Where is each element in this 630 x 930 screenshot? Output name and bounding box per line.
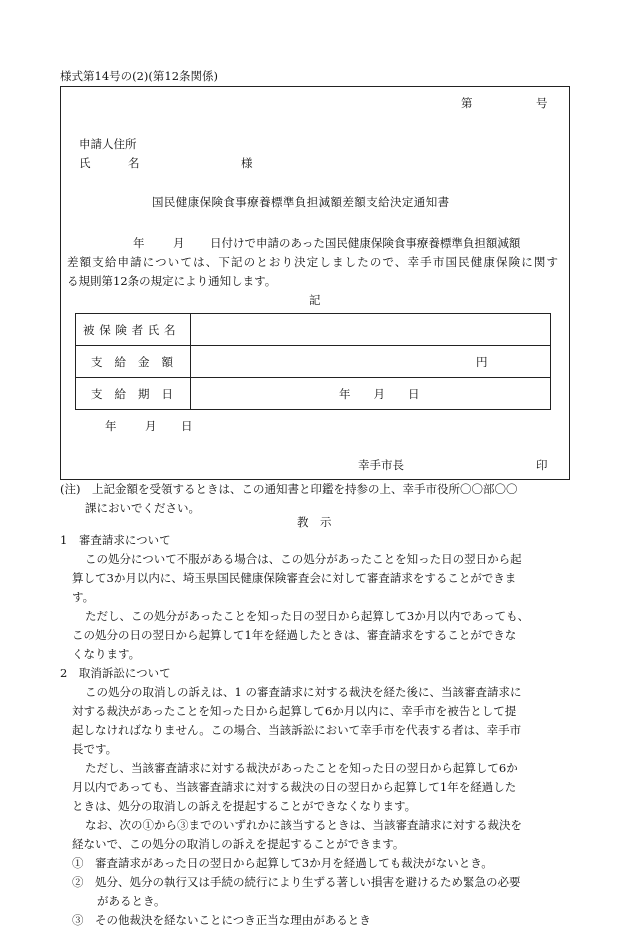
s2-p1-l3: 起しなければなりません。この場合、当該訴訟において幸手市を代表する者は、幸手市	[72, 723, 522, 737]
note-line1: (注) 上記金額を受領するときは、この通知書と印鑑を持参の上、幸手市役所〇〇部〇〇	[60, 482, 518, 496]
notice-title: 国民健康保険食事療養標準負担減額差額支給決定通知書	[152, 195, 450, 209]
date-tsuki: 月	[145, 419, 157, 433]
amount-label: 支給金額	[91, 354, 185, 369]
amount-label-cell	[76, 346, 191, 378]
s1-p1-l1: この処分について不服がある場合は、この処分があったことを知った日の翌日から起	[85, 552, 522, 566]
s2-p1-l2: 対する裁決があったことを知った日から起算して6か月以内に、幸手市を被告として提	[72, 704, 517, 718]
applicant-name-label-2: 名	[128, 156, 140, 170]
s2-p1-l1: この処分の取消しの訴えは、1 の審査請求に対する裁決を経た後に、当該審査請求に	[85, 685, 522, 699]
date-hi: 日	[181, 419, 193, 433]
insured-name-label-cell	[76, 314, 191, 346]
s2-p1-l4: 長です。	[72, 742, 118, 756]
applicant-address-label: 申請人住所	[79, 137, 137, 151]
date-nen: 年	[105, 419, 117, 433]
kyouji-title: 教 示	[297, 515, 332, 529]
mayor-label: 幸手市長	[358, 458, 404, 472]
s2-p3-l2: 経ないで、この処分の取消しの訴えを提起することができます。	[72, 837, 405, 851]
s1-p1-l3: す。	[72, 590, 95, 604]
pay-date-value-cell	[191, 378, 551, 410]
table-row	[76, 346, 551, 378]
s2-heading: 2 取消訴訟について	[60, 666, 171, 680]
insured-name-value	[191, 314, 551, 346]
item-2-l1: ② 処分、処分の執行又は手続の続行により生ずる著しい損害を避けるため緊急の必要	[72, 875, 521, 889]
body-tsuki: 月	[173, 236, 185, 250]
payment-table	[75, 313, 551, 410]
s2-p2-l1: ただし、当該審査請求に対する裁決があったことを知った日の翌日から起算して6か	[85, 761, 518, 775]
note	[60, 480, 572, 518]
item-2-l2: があるとき。	[97, 894, 166, 908]
s1-p2-l1: ただし、この処分があったことを知った日の翌日から起算して3か月以内であっても、	[85, 609, 530, 623]
number-go: 号	[536, 96, 548, 110]
number-dai: 第	[461, 96, 473, 110]
amount-yen: 円	[476, 354, 488, 369]
table-row	[76, 314, 551, 346]
s1-p2-l3: くなります。	[72, 647, 141, 661]
pay-date-label-cell	[76, 378, 191, 410]
s1-p2-l2: この処分の日の翌日から起算して1年を経過したときは、審査請求をすることができな	[72, 628, 517, 642]
ki-label: 記	[309, 293, 321, 307]
form-header: 様式第14号の(2)(第12条関係)	[60, 69, 219, 83]
body-line3: る規則第12条の規定により通知します。	[67, 274, 277, 288]
note-line2: 課においでください。	[85, 501, 200, 515]
body-line1-rest: 日付けで申請のあった国民健康保険食事療養標準負担額減額	[210, 236, 521, 250]
pay-date-label: 支給期日	[91, 386, 185, 401]
s1-heading: 1 審査請求について	[60, 533, 171, 547]
seal-mark: 印	[536, 458, 548, 472]
body-line2: 差額支給申請については、下記のとおり決定しましたので、幸手市国民健康保険に関す	[67, 255, 558, 269]
insured-name-label: 被保険者氏名	[83, 322, 181, 337]
item-3: ③ その他裁決を経ないことにつき正当な理由があるとき	[72, 913, 371, 927]
applicant-name-label-1: 氏	[79, 156, 91, 170]
s2-p2-l2: 月以内であっても、当該審査請求に対する裁決の日の翌日から起算して1年を経過した	[72, 780, 517, 794]
applicant-sama: 様	[241, 156, 253, 170]
amount-value-cell	[191, 346, 551, 378]
pay-date-value: 年 月 日	[339, 386, 420, 401]
s2-p3-l1: なお、次の①から③までのいずれかに該当するときは、当該審査請求に対する裁決を	[85, 818, 522, 832]
s1-p1-l2: 算して3か月以内に、埼玉県国民健康保険審査会に対して審査請求をすることができま	[72, 571, 517, 585]
item-1: ① 審査請求があった日の翌日から起算して3か月を経過しても裁決がないとき。	[72, 856, 493, 870]
notice-body	[67, 234, 558, 291]
body-nen: 年	[133, 236, 145, 250]
kyouji-body	[60, 531, 572, 930]
s2-p2-l3: ときは、処分の取消しの訴えを提起することができなくなります。	[72, 799, 417, 813]
table-row	[76, 378, 551, 410]
